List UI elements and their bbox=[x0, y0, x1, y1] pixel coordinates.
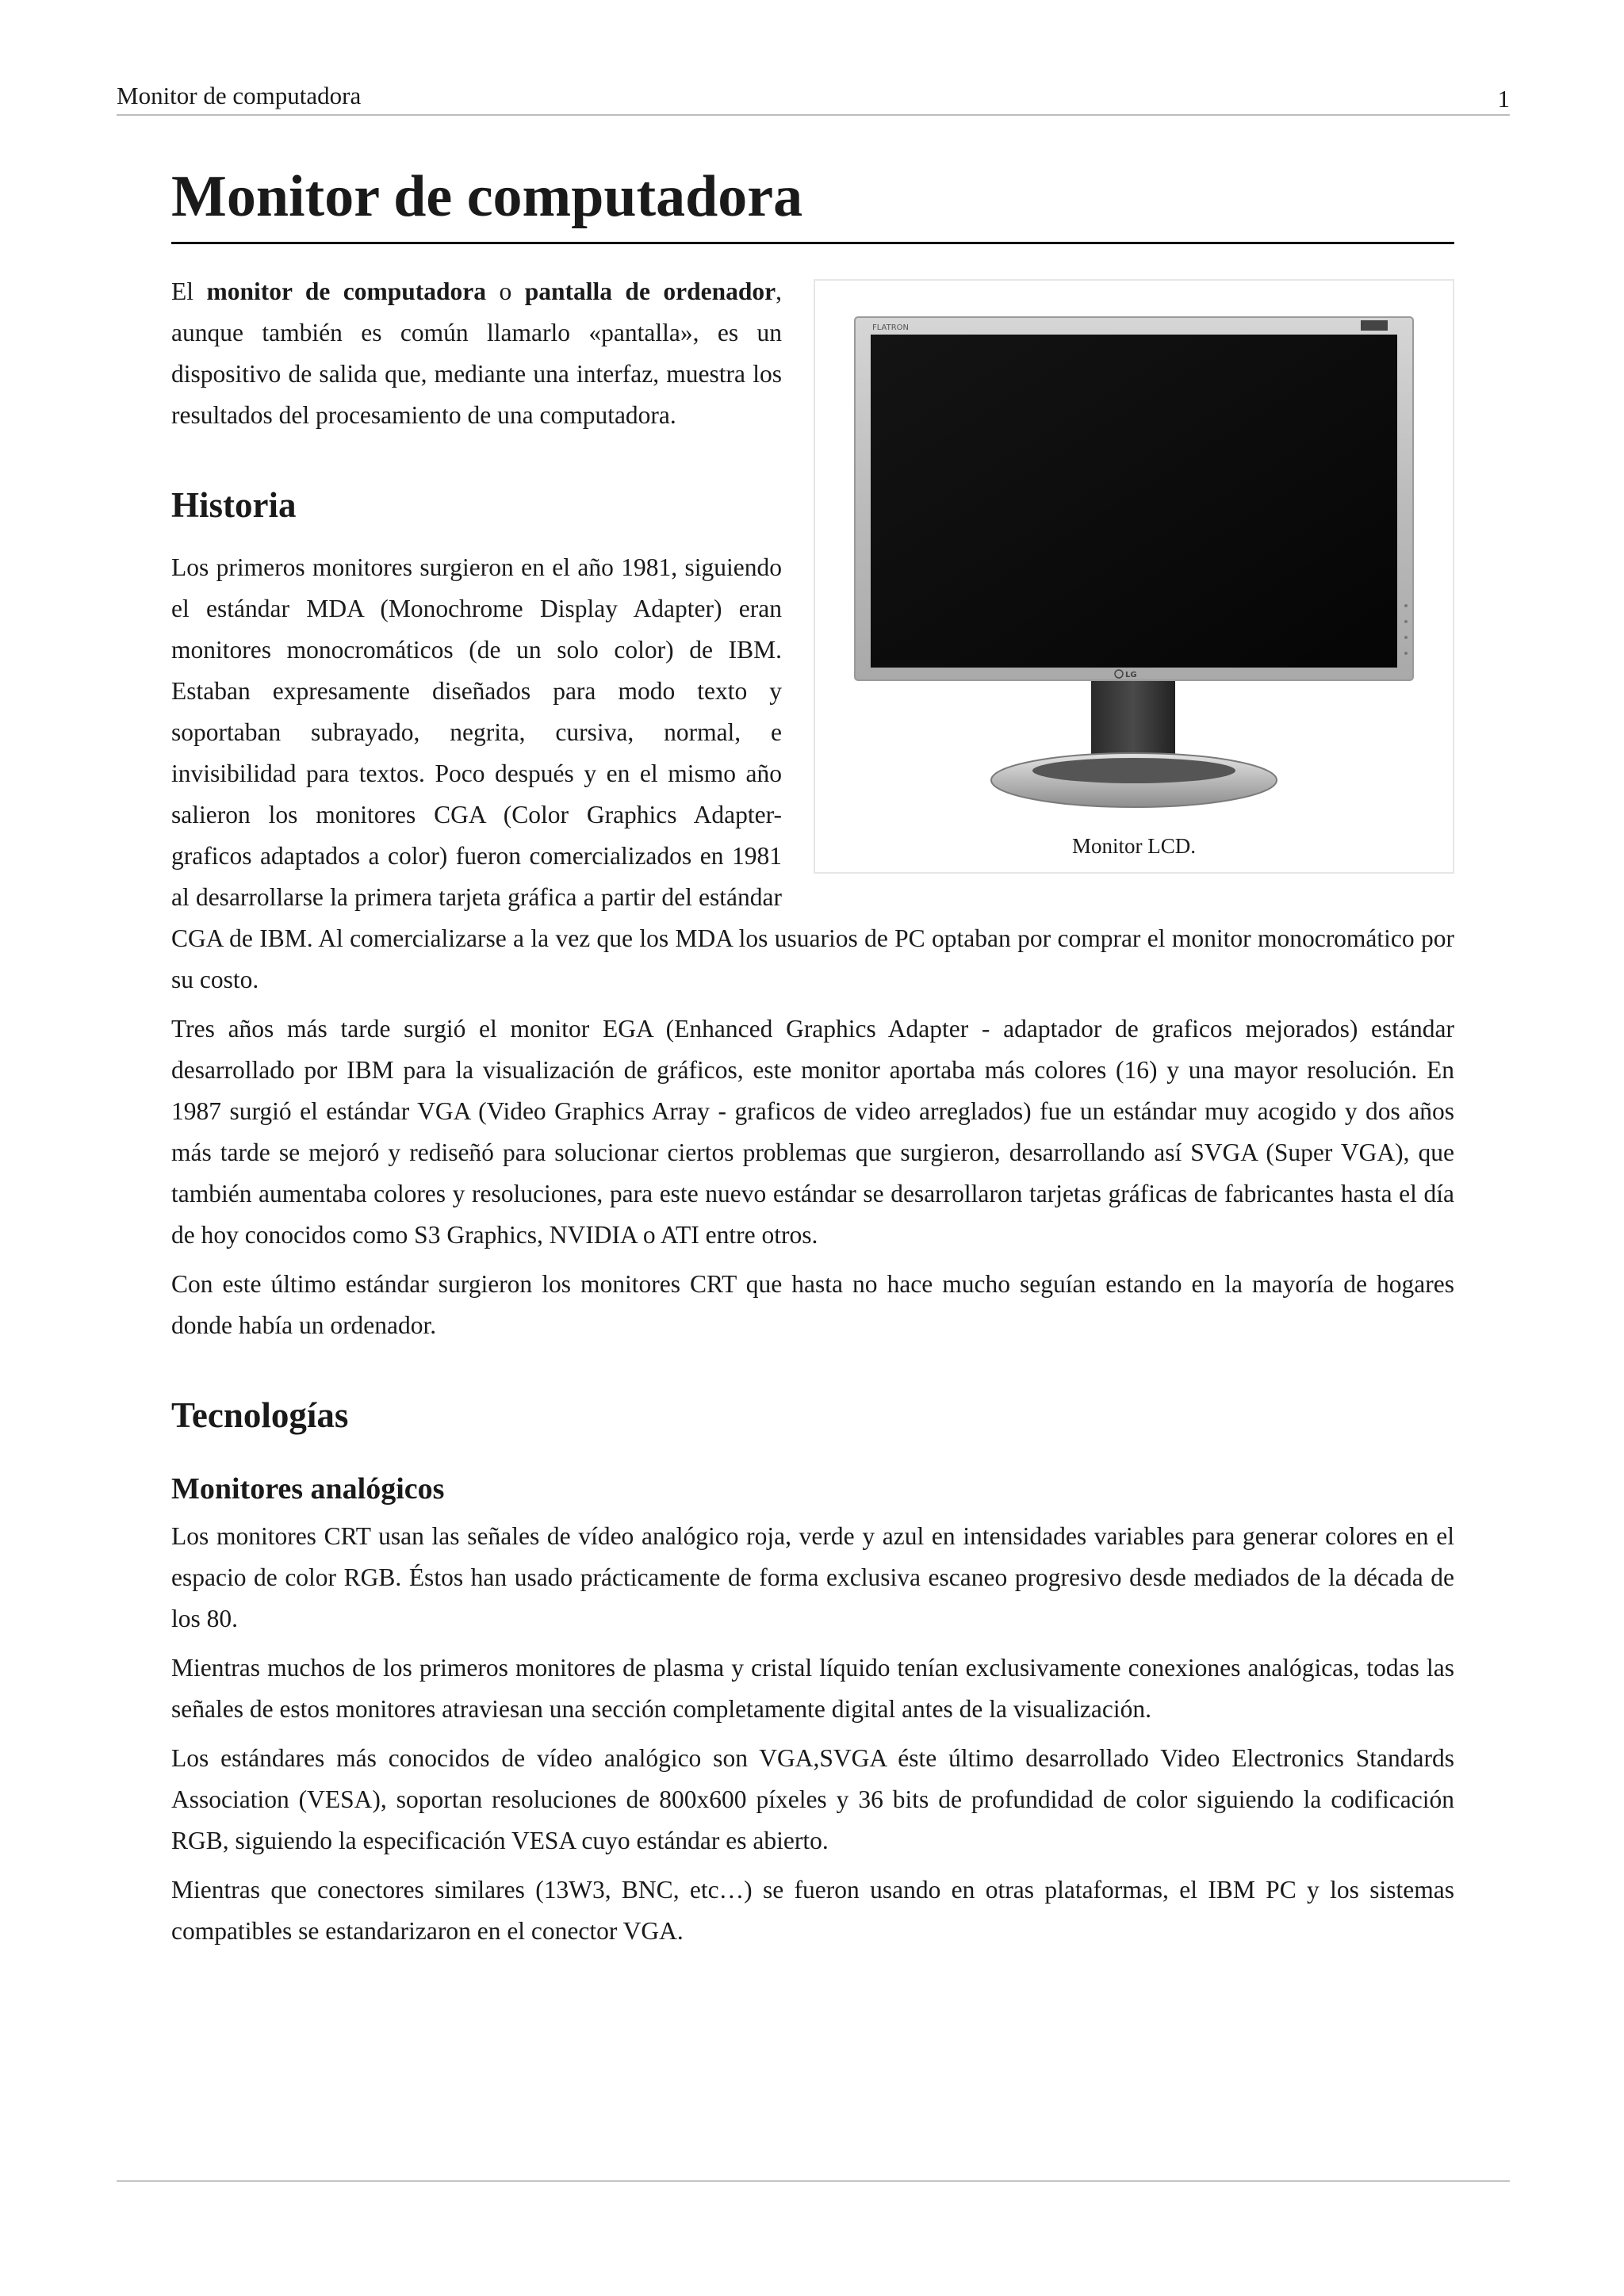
analogicos-paragraph: Mientras muchos de los primeros monitores de plasma y cristal líquido tenían exclusivamente conexiones analógicas, todas las señales de estos monitores atraviesan una sección completamente digital antes de la visualización. bbox=[171, 1653, 1454, 1723]
analogicos-paragraph: Los monitores CRT usan las señales de vídeo analógico roja, verde y azul en intensidades variables para generar colores en el espacio de color RGB. Éstos han usado prácticamente de forma exclusiva escaneo progresivo desde mediados de la década de los 80. bbox=[171, 1521, 1454, 1632]
lcd-monitor-image bbox=[853, 308, 1415, 815]
monitor-base-inner bbox=[1032, 758, 1235, 783]
subsection-heading-monitores-analogicos: Monitores analógicos bbox=[171, 1472, 445, 1506]
monitor-neck bbox=[1091, 681, 1175, 759]
historia-paragraph: Con este último estándar surgieron los monitores CRT que hasta no hace mucho seguían estando en la mayoría de hogares donde había un ordenador. bbox=[171, 1270, 1454, 1340]
page-number: 1 bbox=[1497, 85, 1510, 113]
section-heading-historia: Historia bbox=[171, 485, 297, 526]
bezel-button bbox=[1404, 604, 1408, 607]
article-body bbox=[171, 155, 1454, 1960]
intro-text-1: El bbox=[171, 277, 207, 306]
bezel-brand-text: FLATRON bbox=[872, 323, 910, 333]
maker-logo-text: LG bbox=[1125, 671, 1137, 680]
bezel-sticker bbox=[1361, 320, 1388, 331]
bezel-button bbox=[1404, 636, 1408, 639]
figure-caption: Monitor LCD. bbox=[1071, 834, 1196, 859]
section-heading-tecnologias: Tecnologías bbox=[171, 1395, 349, 1436]
running-header-title: Monitor de computadora bbox=[117, 82, 362, 109]
analogicos-paragraph: Mientras que conectores similares (13W3, BNC, etc…) se fueron usando en otras plataformas, el IBM PC y los sistemas compatibles se estandarizaron en el conector VGA. bbox=[171, 1875, 1454, 1945]
bezel-button bbox=[1404, 652, 1408, 655]
figure-monitor-lcd bbox=[814, 279, 1454, 874]
analogicos-paragraph: Los estándares más conocidos de vídeo analógico son VGA,SVGA éste último desarrollado Video Electronics Standards Association (VESA), soportan resoluciones de 800x600 píxeles y 36 bits de profundidad de color siguiendo la codificación RGB, siguiendo la especificación VESA cuyo estándar es abierto. bbox=[171, 1743, 1454, 1854]
historia-paragraph: Los primeros monitores surgieron en el año 1981, siguiendo el estándar MDA (Monochrome Display Adapter) eran monitores monocromáticos (de un solo color) de IBM. Estaban expresamente diseñados para modo texto y soportaban subrayado, negrita, cursiva, normal, e invisibilidad para textos. Poco después y en el mismo año salieron los monitores CGA (Color Graphics Adapter-graficos adaptados a color) fueron comercializados en 1981 al desarrollarse la primera tarjeta gráfica a partir del estándar CGA de IBM. Al comercializarse a la vez que los MDA los usuarios de PC optaban por comprar el monitor monocromático por su costo. bbox=[171, 553, 1454, 994]
intro-bold-term-1: monitor de computadora bbox=[206, 277, 487, 306]
running-header bbox=[117, 78, 1510, 116]
intro-text-2: o bbox=[486, 277, 525, 306]
intro-text-3: , aunque también es común llamarlo «pantalla», es un dispositivo de salida que, mediante una interfaz, muestra los resultados del procesamiento de una computadora. bbox=[171, 277, 782, 430]
footer-rule bbox=[117, 2180, 1510, 2182]
intro-bold-term-2: pantalla de ordenador bbox=[524, 277, 776, 306]
historia-paragraph: Tres años más tarde surgió el monitor EGA (Enhanced Graphics Adapter - adaptador de graficos mejorados) estándar desarrollado por IBM para la visualización de gráficos, este monitor aportaba más colores (16) y una mayor resolución. En 1987 surgió el estándar VGA (Video Graphics Array - graficos de video arreglados) fue un estándar muy acogido y dos años más tarde se mejoró y rediseñó para solucionar ciertos problemas que surgieron, desarrollando así SVGA (Super VGA), que también aumentaba colores y resoluciones, para este nuevo estándar se desarrollaron tarjetas gráficas de fabricantes hasta el día de hoy conocidos como S3 Graphics, NVIDIA o ATI entre otros. bbox=[171, 1015, 1454, 1249]
monitor-screen bbox=[871, 335, 1397, 668]
page-title: Monitor de computadora bbox=[171, 165, 1454, 244]
bezel-button bbox=[1404, 620, 1408, 623]
